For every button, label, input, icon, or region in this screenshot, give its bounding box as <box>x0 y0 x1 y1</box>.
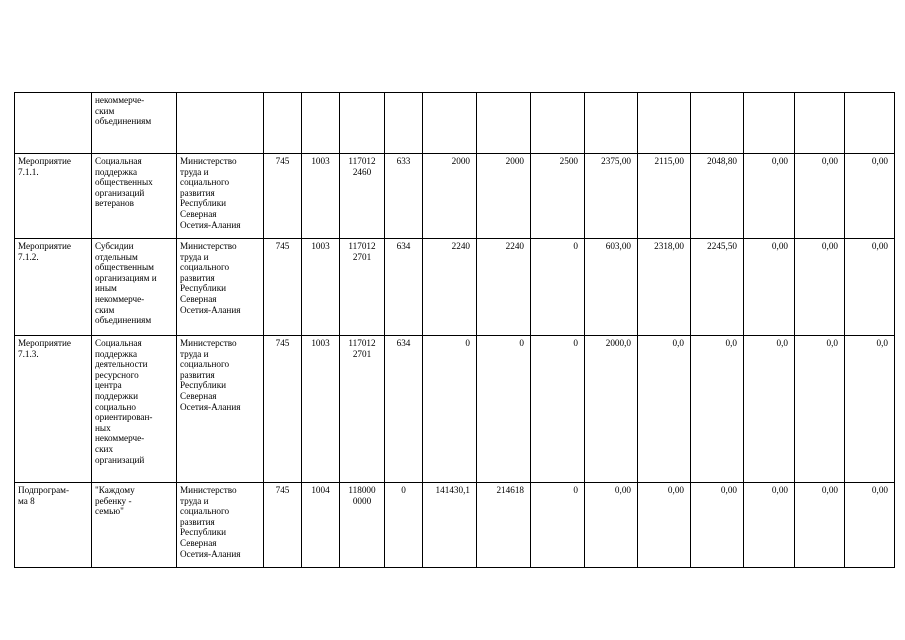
table-row <box>15 336 895 483</box>
item-description-cell: "Каждому ребенку - семью" <box>92 483 177 568</box>
executor-cell: Министерство труда и социального развития Республики Северная Осетия-Алания <box>177 483 264 568</box>
value-cell: 2318,00 <box>638 239 691 336</box>
value-cell: 0,00 <box>638 483 691 568</box>
value-cell: 2240 <box>423 239 477 336</box>
section-code-cell: 1004 <box>302 483 340 568</box>
ministry-code-cell: 745 <box>264 154 302 239</box>
value-cell: 0 <box>423 336 477 483</box>
value-cell: 0,0 <box>795 336 845 483</box>
executor-cell: Министерство труда и социального развития Республики Северная Осетия-Алания <box>177 336 264 483</box>
value-cell: 2240 <box>477 239 531 336</box>
item-name-cell: Мероприятие 7.1.1. <box>15 154 92 239</box>
value-cell: 2000 <box>423 154 477 239</box>
value-cell <box>795 93 845 154</box>
section-code-cell: 1003 <box>302 154 340 239</box>
value-cell: 0,00 <box>845 239 895 336</box>
section-code-cell: 1003 <box>302 336 340 483</box>
value-cell: 2500 <box>531 154 585 239</box>
value-cell: 141430,1 <box>423 483 477 568</box>
value-cell: 2245,50 <box>691 239 744 336</box>
target-article-cell <box>340 93 385 154</box>
item-description-cell: Социальная поддержка общественных организаций ветеранов <box>92 154 177 239</box>
value-cell: 2048,80 <box>691 154 744 239</box>
value-cell: 0,00 <box>744 154 795 239</box>
value-cell: 0,0 <box>691 336 744 483</box>
expense-type-cell: 634 <box>385 336 423 483</box>
value-cell <box>585 93 638 154</box>
value-cell: 2000,0 <box>585 336 638 483</box>
value-cell: 0,00 <box>744 239 795 336</box>
value-cell: 0,00 <box>795 154 845 239</box>
value-cell: 2115,00 <box>638 154 691 239</box>
ministry-code-cell: 745 <box>264 239 302 336</box>
value-cell: 0,0 <box>744 336 795 483</box>
value-cell <box>845 93 895 154</box>
table-row <box>15 239 895 336</box>
value-cell: 0,00 <box>744 483 795 568</box>
value-cell <box>691 93 744 154</box>
item-name-cell: Мероприятие 7.1.2. <box>15 239 92 336</box>
target-article-cell: 117012 2460 <box>340 154 385 239</box>
value-cell: 603,00 <box>585 239 638 336</box>
expense-type-cell: 0 <box>385 483 423 568</box>
expense-type-cell <box>385 93 423 154</box>
value-cell: 0,00 <box>845 483 895 568</box>
value-cell <box>477 93 531 154</box>
value-cell <box>744 93 795 154</box>
executor-cell: Министерство труда и социального развития Республики Северная Осетия-Алания <box>177 239 264 336</box>
value-cell: 214618 <box>477 483 531 568</box>
ministry-code-cell <box>264 93 302 154</box>
value-cell: 2000 <box>477 154 531 239</box>
section-code-cell: 1003 <box>302 239 340 336</box>
expense-type-cell: 633 <box>385 154 423 239</box>
table-row <box>15 93 895 154</box>
value-cell: 0,00 <box>795 483 845 568</box>
value-cell: 0 <box>531 336 585 483</box>
value-cell <box>638 93 691 154</box>
value-cell: 0,00 <box>585 483 638 568</box>
value-cell <box>531 93 585 154</box>
target-article-cell: 118000 0000 <box>340 483 385 568</box>
item-name-cell: Мероприятие 7.1.3. <box>15 336 92 483</box>
executor-cell: Министерство труда и социального развития Республики Северная Осетия-Алания <box>177 154 264 239</box>
value-cell: 0,00 <box>795 239 845 336</box>
value-cell: 0,0 <box>845 336 895 483</box>
item-description-cell: Субсидии отдельным общественным организациям и иным некоммерче- ским объединениям <box>92 239 177 336</box>
value-cell: 0,0 <box>638 336 691 483</box>
target-article-cell: 117012 2701 <box>340 239 385 336</box>
item-description-cell: некоммерче- ским объединениям <box>92 93 177 154</box>
item-description-cell: Социальная поддержка деятельности ресурсного центра поддержки социально ориентирован- ных некоммерче- ских организаций <box>92 336 177 483</box>
section-code-cell <box>302 93 340 154</box>
table-row <box>15 154 895 239</box>
expense-type-cell: 634 <box>385 239 423 336</box>
value-cell: 2375,00 <box>585 154 638 239</box>
value-cell <box>423 93 477 154</box>
item-name-cell <box>15 93 92 154</box>
executor-cell <box>177 93 264 154</box>
value-cell: 0,00 <box>845 154 895 239</box>
budget-table <box>14 92 895 568</box>
item-name-cell: Подпрограм- ма 8 <box>15 483 92 568</box>
value-cell: 0 <box>477 336 531 483</box>
ministry-code-cell: 745 <box>264 483 302 568</box>
value-cell: 0,00 <box>691 483 744 568</box>
target-article-cell: 117012 2701 <box>340 336 385 483</box>
value-cell: 0 <box>531 239 585 336</box>
table-row <box>15 483 895 568</box>
ministry-code-cell: 745 <box>264 336 302 483</box>
value-cell: 0 <box>531 483 585 568</box>
